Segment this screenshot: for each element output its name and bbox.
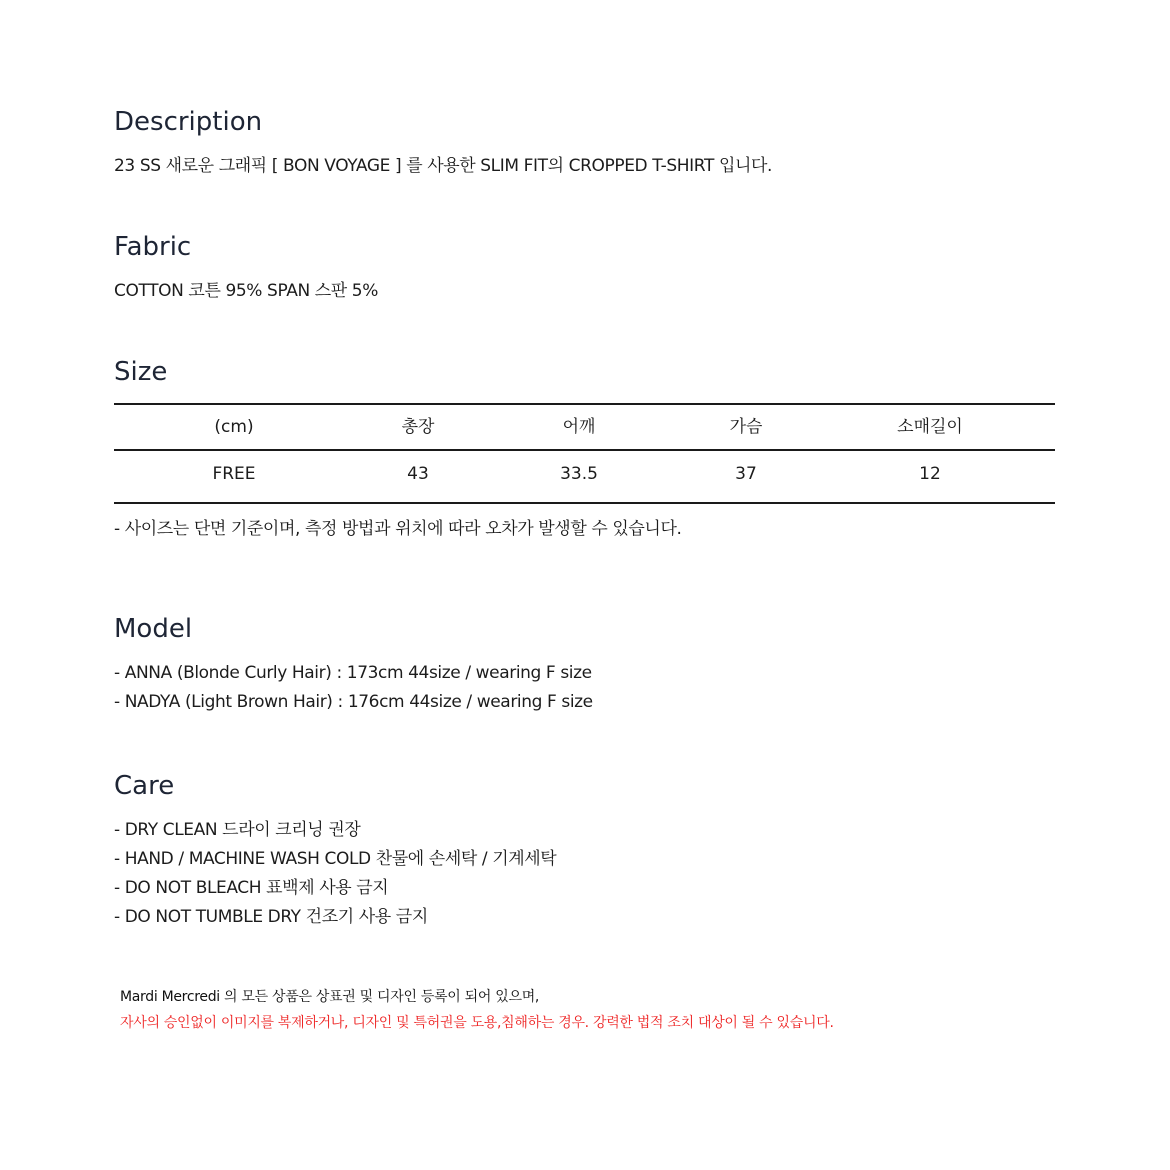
fabric-text: COTTON 코튼 95% SPAN 스판 5% [114, 281, 378, 301]
description-text: 23 SS 새로운 그래픽 [ BON VOYAGE ] 를 사용한 SLIM FIT의 CROPPED T-SHIRT 입니다. [114, 156, 773, 176]
size-heading: Size [114, 357, 168, 387]
description-heading: Description [114, 107, 263, 137]
size-cell-chest: 37 [735, 464, 757, 484]
size-cell-sleeve: 12 [919, 464, 941, 484]
care-line-wash-cold: - HAND / MACHINE WASH COLD 찬물에 손세탁 / 기계세탁 [114, 849, 557, 869]
size-header-chest: 가슴 [729, 417, 763, 437]
care-line-no-tumble-dry: - DO NOT TUMBLE DRY 건조기 사용 금지 [114, 907, 428, 927]
care-heading: Care [114, 771, 175, 801]
size-cell-length: 43 [407, 464, 429, 484]
copyright-notice-line1: Mardi Mercredi 의 모든 상품은 상표권 및 디자인 등록이 되어 있으며, [120, 989, 540, 1005]
size-note: - 사이즈는 단면 기준이며, 측정 방법과 위치에 따라 오차가 발생할 수 있습니다. [114, 519, 682, 539]
copyright-notice-line2: 자사의 승인없이 이미지를 복제하거나, 디자인 및 특허권을 도용,침해하는 경우. 강력한 법적 조치 대상이 될 수 있습니다. [120, 1015, 834, 1031]
copyright-notice [120, 984, 834, 1036]
fabric-heading: Fabric [114, 232, 192, 262]
size-header-cm: (cm) [214, 417, 254, 437]
table-row [114, 452, 1055, 496]
model-line-anna: - ANNA (Blonde Curly Hair) : 173cm 44size / wearing F size [114, 663, 592, 683]
size-header-shoulder: 어깨 [562, 417, 596, 437]
model-line-nadya: - NADYA (Light Brown Hair) : 176cm 44size / wearing F size [114, 692, 593, 712]
size-header-length: 총장 [401, 417, 435, 437]
size-table-header-row [114, 405, 1055, 451]
model-heading: Model [114, 614, 193, 644]
size-header-sleeve: 소매길이 [897, 417, 963, 437]
size-table [114, 403, 1055, 504]
care-line-no-bleach: - DO NOT BLEACH 표백제 사용 금지 [114, 878, 389, 898]
care-line-dry-clean: - DRY CLEAN 드라이 크리닝 권장 [114, 820, 361, 840]
size-cell-size: FREE [212, 464, 256, 484]
size-cell-shoulder: 33.5 [560, 464, 598, 484]
